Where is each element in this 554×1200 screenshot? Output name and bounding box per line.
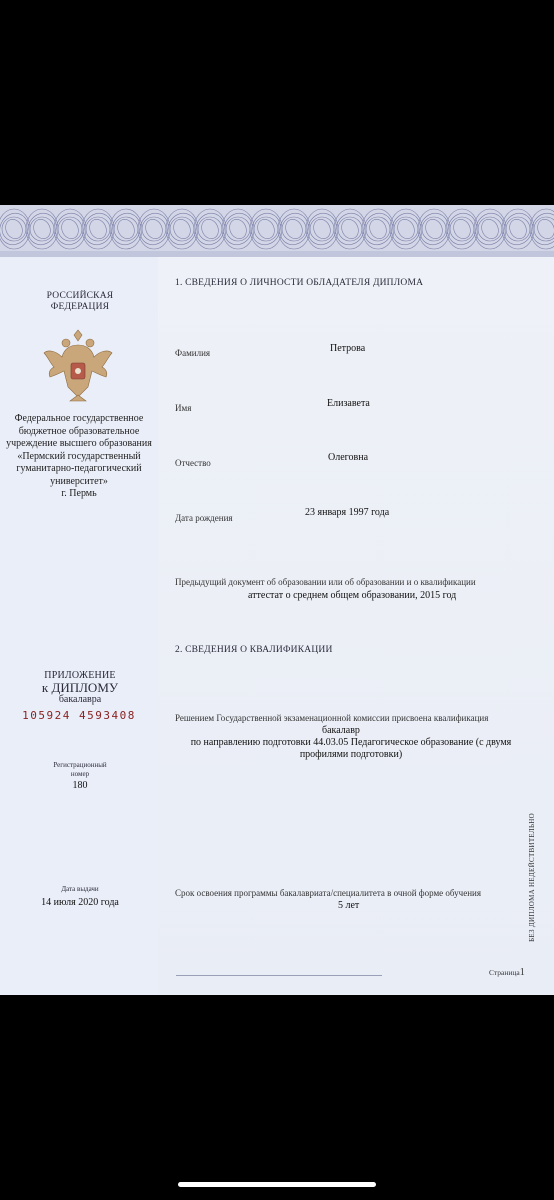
birth-date-label: Дата рождения: [175, 513, 233, 523]
page-indicator: [489, 967, 525, 978]
institution-line: Федеральное государственное: [14, 413, 144, 424]
appendix-title: [10, 670, 150, 706]
country-title: [10, 291, 150, 313]
first-name-value: Елизавета: [327, 398, 370, 409]
guilloche-border: [0, 205, 554, 257]
qualification-decision-label: Решением Государственной экзаменационной комиссии присвоена квалификация: [175, 713, 489, 723]
appendix-line-1: ПРИЛОЖЕНИЕ: [44, 670, 116, 681]
diploma-serial-number: 105924 4593408: [22, 709, 136, 722]
program-direction-line-1: по направлению подготовки 44.03.05 Педагогическое образование (с двумя: [190, 737, 512, 748]
previous-document-value: аттестат о среднем общем образовании, 2015 год: [248, 590, 457, 601]
registration-label: [10, 761, 150, 779]
institution-line: бюджетное образовательное: [18, 425, 140, 437]
study-term-value: 5 лет: [338, 900, 360, 911]
institution-line: университет»: [50, 475, 108, 487]
qualification-value: бакалавр: [322, 725, 360, 736]
coat-of-arms-icon: [40, 327, 116, 405]
institution-line: «Пермский государственный: [17, 450, 141, 462]
first-name-label: Имя: [175, 403, 192, 413]
section-1-heading: 1. СВЕДЕНИЯ О ЛИЧНОСТИ ОБЛАДАТЕЛЯ ДИПЛОМА: [175, 278, 424, 288]
right-column: [158, 257, 554, 995]
issue-date: 14 июля 2020 года: [41, 897, 119, 908]
surname-value: Петрова: [330, 343, 366, 354]
institution-line: учреждение высшего образования: [6, 438, 152, 449]
study-term-label: Срок освоения программы бакалавриата/специалитета в очной форме обучения: [175, 888, 481, 898]
previous-document-label: Предыдущий документ об образовании или об образовании и о квалификации: [175, 577, 476, 587]
signature-line: [176, 975, 382, 976]
city: г. Пермь: [61, 488, 97, 499]
page-label: Страница: [489, 968, 520, 977]
appendix-line-2: к ДИПЛОМУ: [41, 680, 119, 695]
country-line-2: ФЕДЕРАЦИЯ: [50, 302, 110, 312]
institution-name: [4, 413, 154, 501]
program-direction-line-2: профилями подготовки): [299, 749, 403, 760]
registration-number: 180: [72, 780, 88, 791]
institution-line: гуманитарно-педагогический: [16, 463, 142, 474]
vertical-validity-note: БЕЗ ДИПЛОМА НЕДЕЙСТВИТЕЛЬНО: [528, 813, 536, 942]
home-indicator[interactable]: [178, 1182, 376, 1187]
issue-date-label: Дата выдачи: [61, 885, 99, 893]
country-line-1: РОССИЙСКАЯ: [46, 291, 114, 301]
program-direction: [176, 737, 526, 761]
page-number: 1: [519, 967, 525, 978]
registration-label-line-1: Регистрационный: [53, 761, 107, 769]
patronymic-label: Отчество: [175, 458, 211, 468]
degree-type: бакалавра: [58, 694, 102, 705]
diploma-appendix-page: [0, 205, 554, 995]
patronymic-value: Олеговна: [328, 452, 369, 463]
surname-label: Фамилия: [175, 348, 211, 358]
registration-label-line-2: номер: [70, 770, 90, 778]
section-2-heading: 2. СВЕДЕНИЯ О КВАЛИФИКАЦИИ: [175, 645, 333, 655]
birth-date-value: 23 января 1997 года: [305, 507, 390, 518]
